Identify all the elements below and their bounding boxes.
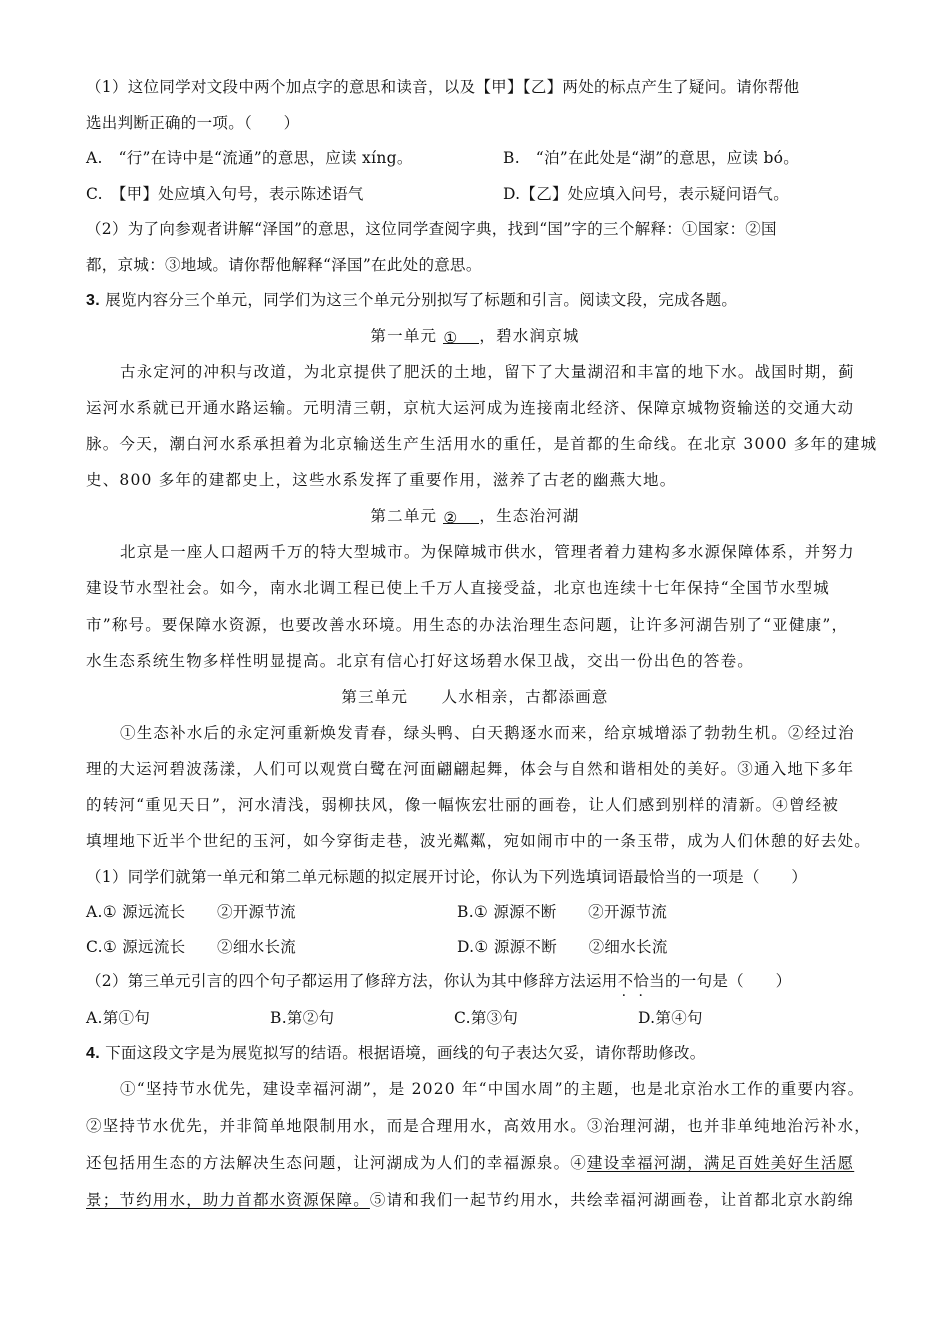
q4-para-line4	[86, 1189, 854, 1211]
q4-stem	[86, 1042, 706, 1065]
unit1-para-line1: 古永定河的冲积与改道，为北京提供了肥沃的土地，留下了大量湖沼和丰富的地下水。战国时期，蓟	[120, 363, 855, 381]
unit2-title	[0, 505, 950, 527]
q3-sub1-option-d: D.① 源源不断 ②细水长流	[457, 938, 668, 956]
q3-sub1-option-c: C.① 源远流长 ②细水长流	[86, 938, 297, 956]
q3-sub2	[86, 970, 791, 992]
q4-para-line3-text: 还包括用生态的方法解决生态问题，让河湖成为人们的幸福源泉。④	[86, 1154, 588, 1172]
unit2-para-line3: 市”称号。要保障水资源，也要改善水环境。用生态的办法治理生态问题，让许多河湖告别了“亚健康”，	[86, 616, 849, 634]
q2-option-a: A. “行”在诗中是“流通”的意思，应读 xíng。	[86, 149, 413, 167]
q3-sub1: （1）同学们就第一单元和第二单元标题的拟定展开讨论，你认为下列选填词语最恰当的一项是（ ）	[86, 868, 808, 886]
q2-option-b: B. “泊”在此处是“湖”的意思，应读 bó。	[503, 149, 800, 167]
unit1-blank: ①	[443, 327, 479, 344]
unit1-para-line4: 史、800 多年的建都史上，这些水系发挥了重要作用，滋养了古老的幽燕大地。	[86, 471, 677, 489]
unit1-title	[0, 325, 950, 347]
q2-sub2-line1: （2）为了向参观者讲解“泽国”的意思，这位同学查阅字典，找到“国”字的三个解释：①国家：②国	[86, 220, 777, 238]
q3-sub2-option-b: B.第②句	[270, 1009, 335, 1027]
q3-stem	[86, 289, 737, 312]
q3-sub2-option-a: A.第①句	[86, 1009, 151, 1027]
unit1-para-line2: 运河水系就已开通水路运输。元明清三朝，京杭大运河成为连接南北经济、保障京城物资输送的交通大动	[86, 399, 855, 417]
q4-para-line3	[86, 1152, 854, 1174]
unit1-title-rest: ，碧水润京城	[479, 327, 580, 345]
q3-sub2-text-b: 的一句是（ ）	[664, 972, 792, 990]
unit3-para-line1: ①生态补水后的永定河重新焕发青春，绿头鸭、白天鹅逐水而来，给京城增添了勃勃生机。②经过治	[120, 724, 855, 742]
q2-sub1-line2: 选出判断正确的一项。（ ）	[86, 114, 300, 132]
q3-sub2-emphasis: 不恰当 · ·	[618, 972, 665, 990]
q4-underlined-sentence-part2: 景；节约用水，助力首都水资源保障。	[86, 1191, 370, 1209]
q2-option-c: C. 【甲】处应填入句号，表示陈述语气	[86, 185, 364, 203]
unit3-para-line2: 理的大运河碧波荡漾，人们可以观赏白鹭在河面翩翩起舞，体会与自然和谐相处的美好。③通入地下多年	[86, 760, 855, 778]
unit1-title-label: 第一单元	[370, 327, 438, 345]
q4-para-line2: ②坚持节水优先，并非简单地限制用水，而是合理用水，高效用水。③治理河湖，也并非单纯地治污补水，	[86, 1117, 871, 1135]
unit2-title-rest: ，生态治河湖	[479, 507, 580, 525]
unit2-title-label: 第二单元	[370, 507, 438, 525]
unit2-para-line2: 建设节水型社会。如今，南水北调工程已使上千万人直接受益，北京也连续十七年保持“全国节水型城	[86, 579, 830, 597]
unit3-para-line3: 的转河“重见天日”，河水清浅，弱柳扶风，像一幅恢宏壮丽的画卷，让人们感到别样的清新。④曾经被	[86, 796, 840, 814]
unit2-blank: ②	[443, 507, 479, 524]
q3-sub2-text-a: （2）第三单元引言的四个句子都运用了修辞方法，你认为其中修辞方法运用	[86, 972, 618, 990]
q2-sub1-line1: （1）这位同学对文段中两个加点字的意思和读音，以及【甲】【乙】两处的标点产生了疑问。请你帮他	[86, 78, 800, 96]
q3-sub2-option-c: C.第③句	[454, 1009, 519, 1027]
q3-sub1-option-a: A.① 源远流长 ②开源节流	[86, 903, 296, 921]
q3-stem-text: 展览内容分三个单元，同学们为这三个单元分别拟写了标题和引言。阅读文段，完成各题。	[105, 291, 738, 309]
q4-para-line4-text: ⑤请和我们一起节约用水，共绘幸福河湖画卷，让首都北京水韵绵	[369, 1191, 855, 1209]
q4-para-line1: ①“坚持节水优先，建设幸福河湖”，是 2020 年“中国水周”的主题，也是北京治水工作的重要内容。	[120, 1080, 865, 1098]
q4-number: 4.	[86, 1045, 100, 1062]
q4-stem-text: 下面这段文字是为展览拟写的结语。根据语境，画线的句子表达欠妥，请你帮助修改。	[105, 1044, 706, 1062]
q4-underlined-sentence-part1: 建设幸福河湖，满足百姓美好生活愿	[587, 1154, 855, 1172]
q2-sub2-line2: 都，京城：③地域。请你帮他解释“泽国”在此处的意思。	[86, 256, 482, 274]
q3-number: 3.	[86, 292, 100, 309]
unit3-title: 第三单元 人水相亲，古都添画意	[341, 688, 609, 706]
q2-option-d: D.【乙】处应填入问号，表示疑问语气。	[503, 185, 790, 203]
q3-sub2-option-d: D.第④句	[638, 1009, 703, 1027]
unit1-para-line3: 脉。今天，潮白河水系承担着为北京输送生产生活用水的重任，是首都的生命线。在北京 3000 多年的建城	[86, 435, 878, 453]
unit3-para-line4: 填埋地下近半个世纪的玉河，如今穿街走巷，波光粼粼，宛如闹市中的一条玉带，成为人们休憩的好去处。	[86, 832, 871, 850]
unit2-para-line1: 北京是一座人口超两千万的特大型城市。为保障城市供水，管理者着力建构多水源保障体系，并努力	[120, 543, 855, 561]
unit2-para-line4: 水生态系统生物多样性明显提高。北京有信心打好这场碧水保卫战，交出一份出色的答卷。	[86, 652, 755, 670]
q3-sub1-option-b: B.① 源源不断 ②开源节流	[457, 903, 668, 921]
